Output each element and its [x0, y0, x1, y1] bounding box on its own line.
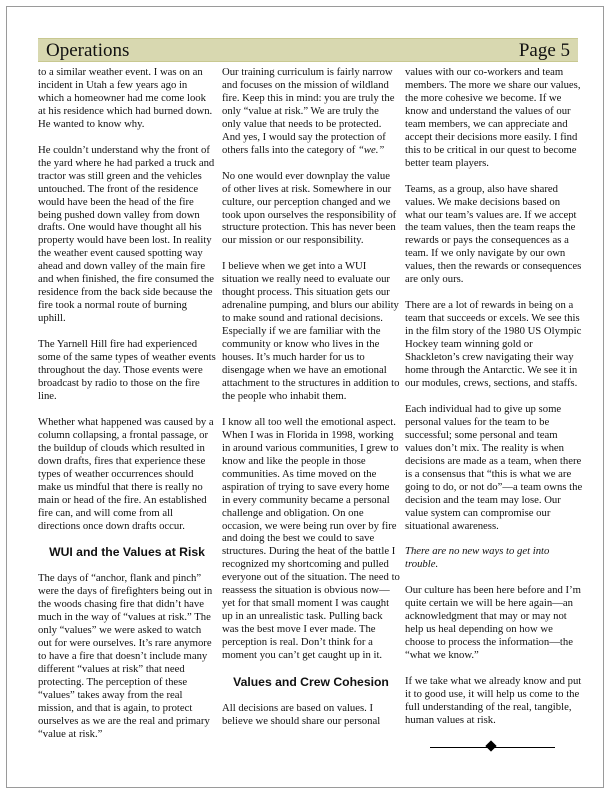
- page-number: Page 5: [518, 40, 570, 61]
- paragraph: No one would ever downplay the value of other lives at risk. Somewhere in our culture, our perception changed and we took upon ourselves the responsibility of structure protection. This has never been our mission or our responsibility.: [222, 169, 397, 247]
- paragraph: Whether what happened was caused by a column collapsing, a frontal passage, or the buildup of clouds which resulted in down drafts, fires that experience these types of weather occurrences should make us mindful that there is really no main or head of the fire. An established fire can, and will come from all directions once down drafts occur.: [38, 415, 214, 532]
- italic-callout: There are no new ways to get into trouble.: [405, 545, 550, 571]
- paragraph: Teams, as a group, also have shared values. We make decisions based on what our team’s values are. If we accept the team values, then the team reaps the rewards or pays the consequences as a team. If we only navigate by our own values, then the rewards or consequences are only ours.: [405, 182, 582, 286]
- paragraph: [222, 66, 400, 157]
- section-title: Operations: [46, 40, 130, 61]
- paragraph: All decisions are based on values. I believe we should share our personal: [222, 701, 381, 727]
- paragraph: Each individual had to give up some personal values for the team to be successful; some personal and team values don’t mix. The reality is when decisions are made as a team, when there is a consensus that “this is what we are going to do, or not do”—a team owns the decision and the team may lose. Our value system can compromise our situational awareness.: [405, 402, 583, 532]
- emphasis: “we.”: [357, 143, 385, 156]
- column-3: [405, 66, 583, 754]
- paragraph: values with our co-workers and team members. The more we share our values, the more cohesive we become. If we know and understand the values of our team members, we can appreciate and accept their decisions more easily. I find this to be critical in our quest to become better team players.: [405, 66, 581, 169]
- paragraph: Our culture has been here before and I’m quite certain we will be here again—an acknowledgment that may or may not help us heal depending on how we choose to process the information—the “what we know.”: [405, 584, 581, 662]
- paragraph: to a similar weather event. I was on an incident in Utah a few years ago in which a homeowner had me come look at his residence which had burned down. He wanted to know why.: [38, 66, 213, 130]
- diamond-icon: [485, 740, 496, 751]
- paragraph: I believe when we get into a WUI situation we really need to evaluate our thought process. This situation gets our adrenaline pumping, and blurs our ability to make sound and rational decisions. Especially if we are familiar with the community or know who lives in the houses. It’s much harder for us to disengage when we have an emotional attachment to the structures in addition to the people who inhabit them.: [222, 260, 400, 402]
- paragraph: The days of “anchor, flank and pinch” were the days of firefighters being out in the woods chasing fire that didn’t have much in the way of “values at risk.” The only “values” we were asked to watch out for were ourselves. It’s rare anymore to have a fire that doesn’t include many different “values at risk” that need protecting. The perception of these “values” takes away from the real mission, and that is again, to protect ourselves as we are the real and primary “value at risk.”: [38, 572, 213, 740]
- column-2: [222, 66, 400, 741]
- paragraph: If we take what we already know and put it to good use, it will help us come to the full understanding of the real, tangible, human values at risk.: [405, 675, 582, 726]
- paragraph-text: Our training curriculum is fairly narrow and focuses on the mission of wildland fire. Keep this in mind: you are truly the only “value at risk.” We are truly the only value that needs to be protected. And yes, I would say the protection of others falls into the category of: [222, 66, 395, 156]
- section-heading: WUI and the Values at Risk: [49, 545, 205, 560]
- section-heading: Values and Crew Cohesion: [233, 674, 389, 689]
- article-end-mark: [405, 740, 583, 754]
- paragraph: I know all too well the emotional aspect. When I was in Florida in 1998, working in around various communities, I grew to know and like the people in those communities. As time moved on the aspiration of trying to save every home in every community became a personal challenge and obligation. On one occasion, we were being run over by fire and doing the best we could to save structures. During the heat of the battle I recognized my shortcoming and pulled everyone out of the situation. The need to reassess the situation is obvious now—yet for that small moment I was caught up in an unrealistic task. Pulling back was the best move I ever made. The perception is real. Don’t think for a moment you can’t get caught up in it.: [222, 415, 400, 662]
- paragraph: The Yarnell Hill fire had experienced some of the same types of weather events throughout the day. Those events were broadcast by radio to those on the fire line.: [38, 338, 216, 402]
- column-1: [38, 66, 216, 754]
- paragraph: There are a lot of rewards in being on a team that succeeds or excels. We see this in the film story of the 1980 US Olympic Hockey team winning gold or Shackleton’s crew navigating their way home through the Antarctic. We see it in our modules, crews, sections, and staffs.: [405, 299, 582, 389]
- page-header: [38, 38, 578, 62]
- paragraph: He couldn’t understand why the front of the yard where he had parked a truck and tractor was still green and the vehicles untouched. The front of the residence would have been the head of the fire being pushed down valley from down drafts. One would have thought all his property would have been lost. In reality the weather event caused spotting way ahead and down valley of the main fire and when finished, the fire consumed the residence from the back side because the fire took a normal route of burning uphill.: [38, 143, 215, 325]
